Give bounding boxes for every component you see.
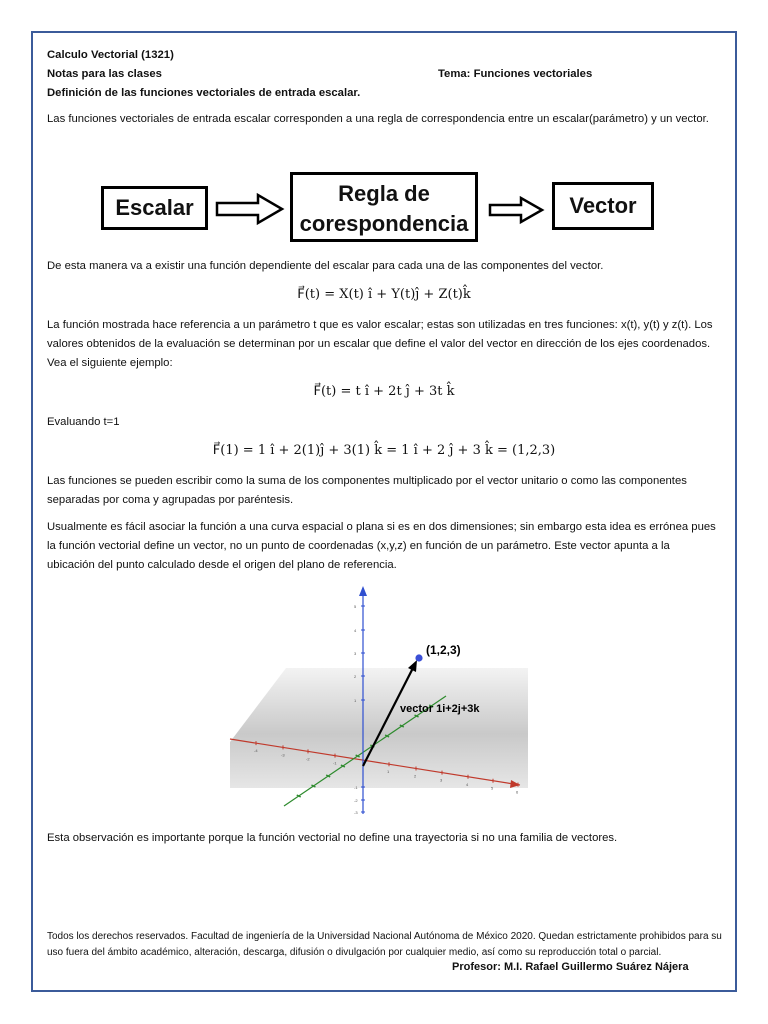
x-tick-label: 1 [387, 769, 390, 775]
xy-plane [230, 668, 528, 788]
x-tick-label: -2 [306, 756, 310, 762]
z-tick-label: 2 [354, 674, 357, 679]
x-tick-label: 2 [414, 773, 417, 779]
paragraph-4: Las funciones se pueden escribir como la suma de los componentes multiplicado por el vector unitario o como las componentes separadas por coma y agrupadas por paréntesis. [47, 475, 687, 506]
rule-box [290, 172, 478, 242]
paragraph-2: La función mostrada hace referencia a un parámetro t que es valor escalar; estas son utilizadas en tres funciones: x(t), y(t) y z(t). Los valores obtenidos de la evaluación se determinan por un escalar que define el valor del vector en dirección de los ejes coordenados. Vea el siguiente ejemplo: [47, 319, 713, 369]
arrow-icon-1 [214, 192, 286, 226]
topic-heading: Tema: Funciones vectoriales [438, 68, 593, 80]
paragraph-5: Usualmente es fácil asociar la función a una curva espacial o plana si es en dos dimensiones; sin embargo esta idea es errónea pues la función vectorial define un vector, no un punto de coordenadas (x,y,z) en función de un parámetro. Este vector apunta a la ubicación del punto calculado desde el origen del plano de referencia. [47, 521, 716, 571]
rule-box-line1: Regla de [338, 181, 430, 206]
intro-paragraph: Las funciones vectoriales de entrada escalar corresponden a una regla de correspondencia entre un escalar(parámetro) y un vector. [47, 113, 709, 125]
notes-heading: Notas para las clases [47, 68, 162, 80]
footer-rights: Todos los derechos reservados. Facultad de ingeniería de la Universidad Nacional Autónoma de México 2020. Quedan estrictamente prohibidos para su uso fuera del ámbito académico, alteración, descarga, difusión o divulgación por cualquier medio, así como su reproducción total o parcial. [47, 931, 722, 958]
arrow-icon-2 [487, 195, 545, 225]
z-tick-label: -2 [354, 798, 358, 803]
scalar-box [101, 186, 208, 230]
equation-1: F⃗(t) = X(t) î + Y(t)ĵ + Z(t)k̂ [297, 287, 471, 302]
x-tick-label: 5 [491, 785, 494, 791]
course-title: Calculo Vectorial (1321) [47, 49, 174, 61]
vector-box-label: Vector [569, 193, 637, 218]
equation-2: F⃗(t) = t î + 2t ĵ + 3t k̂ [313, 384, 455, 399]
z-tick-label: 3 [354, 651, 357, 656]
vector-3d-figure [228, 582, 528, 814]
z-tick-label: 4 [354, 628, 357, 633]
point-label: (1,2,3) [426, 643, 461, 657]
rule-box-line2: corespondencia [299, 211, 469, 236]
z-axis-arrowhead [359, 586, 367, 596]
x-tick-label: 4 [466, 781, 469, 787]
z-tick-label: 5 [354, 604, 357, 609]
z-tick-label: 1 [354, 698, 357, 703]
scalar-box-label: Escalar [115, 195, 194, 220]
paragraph-1: De esta manera va a existir una función dependiente del escalar para cada una de las componentes del vector. [47, 260, 604, 272]
x-tick-label: 3 [440, 777, 443, 783]
vector-box [552, 182, 654, 230]
equation-3: F⃗(1) = 1 î + 2(1)ĵ + 3(1) k̂ = 1 î + 2 ĵ + 3 k̂ = (1,2,3) [212, 443, 556, 458]
x-tick-label: -4 [254, 748, 258, 754]
z-tick-label: -1 [354, 785, 358, 790]
paragraph-3: Evaluando t=1 [47, 416, 120, 428]
z-tick-label: -3 [354, 810, 358, 814]
footer-professor: Profesor: M.I. Rafael Guillermo Suárez Nájera [452, 961, 689, 973]
point-marker [415, 654, 422, 661]
x-tick-label: 6 [516, 789, 519, 795]
vector-label: vector 1i+2j+3k [400, 703, 480, 715]
paragraph-6: Esta observación es importante porque la función vectorial no define una trayectoria si no una familia de vectores. [47, 832, 618, 844]
definition-heading: Definición de las funciones vectoriales de entrada escalar. [47, 87, 361, 99]
x-tick-label: -3 [281, 752, 285, 758]
x-tick-label: -1 [333, 760, 337, 766]
